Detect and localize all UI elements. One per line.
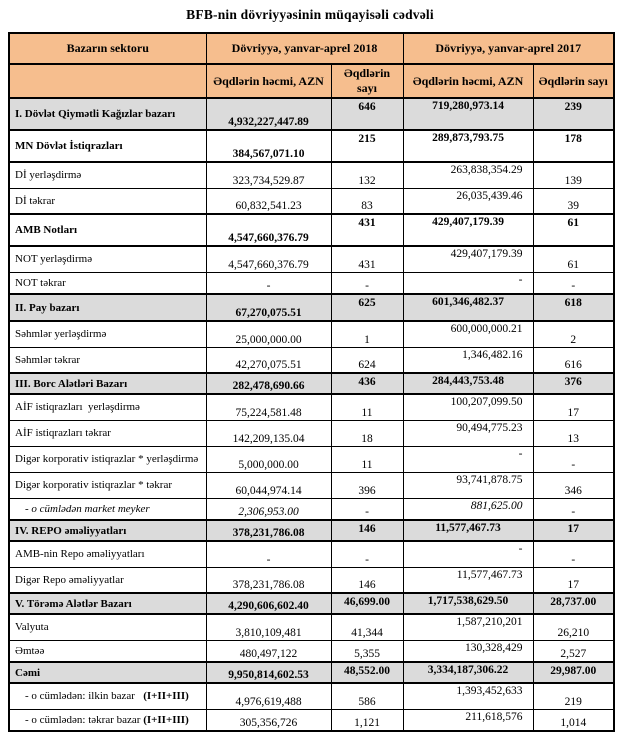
row-label: AMB-nin Repo əməliyyatları — [9, 541, 206, 567]
col-header-count-2017: Əqdlərin sayı — [533, 64, 614, 98]
count-2018-cell: 11 — [331, 394, 403, 420]
volume-2018-cell: 142,209,135.04 — [206, 420, 331, 446]
volume-2017-cell: 100,207,099.50 — [403, 394, 533, 420]
volume-2017-cell: 289,873,793.75 — [403, 130, 533, 162]
count-2018-cell: 132 — [331, 162, 403, 188]
row-label: - o cümlədən: təkrar bazar (I+II+III) — [9, 709, 206, 731]
count-2017-cell: 376 — [533, 373, 614, 394]
col-header-empty — [9, 64, 206, 98]
count-2018-cell: 646 — [331, 98, 403, 130]
count-2018-cell: 146 — [331, 520, 403, 541]
volume-2018-cell: 60,044,974.14 — [206, 472, 331, 498]
volume-2018-cell: 323,734,529.87 — [206, 162, 331, 188]
count-2017-cell: - — [533, 446, 614, 472]
report-page — [0, 7, 620, 732]
table-row — [9, 567, 614, 593]
volume-2018-cell: 4,932,227,447.89 — [206, 98, 331, 130]
count-2017-cell: 346 — [533, 472, 614, 498]
table-row — [9, 214, 614, 246]
volume-2018-cell: 60,832,541.23 — [206, 188, 331, 214]
volume-2018-cell: 3,810,109,481 — [206, 614, 331, 640]
row-label: III. Borc Alətləri Bazarı — [9, 373, 206, 394]
row-label: - o cümlədən: ilkin bazar (I+II+III) — [9, 683, 206, 709]
volume-2018-cell: 5,000,000.00 — [206, 446, 331, 472]
col-header-volume-2018: Əqdlərin həcmi, AZN — [206, 64, 331, 98]
volume-2017-cell: 130,328,429 — [403, 640, 533, 662]
volume-2017-cell: 719,280,973.14 — [403, 98, 533, 130]
volume-2018-cell: 25,000,000.00 — [206, 321, 331, 347]
volume-2018-cell: 75,224,581.48 — [206, 394, 331, 420]
volume-2017-cell: 11,577,467.73 — [403, 520, 533, 541]
row-label: Digər korporativ istiqrazlar * təkrar — [9, 472, 206, 498]
volume-2018-cell: - — [206, 541, 331, 567]
row-label: Dİ təkrar — [9, 188, 206, 214]
volume-2017-cell: 1,717,538,629.50 — [403, 593, 533, 614]
volume-2017-cell: 429,407,179.39 — [403, 246, 533, 272]
count-2017-cell: - — [533, 272, 614, 294]
turnover-comparison-table — [8, 32, 615, 732]
row-label: NOT təkrar — [9, 272, 206, 294]
col-header-group-2018: Dövriyyə, yanvar-aprel 2018 — [206, 33, 403, 64]
count-2018-cell: 18 — [331, 420, 403, 446]
col-header-volume-2017: Əqdlərin həcmi, AZN — [403, 64, 533, 98]
row-label: Digər korporativ istiqrazlar * yerləşdirmə — [9, 446, 206, 472]
volume-2017-cell: 26,035,439.46 — [403, 188, 533, 214]
count-2018-cell: 11 — [331, 446, 403, 472]
row-label: AİF istiqrazları yerləşdirmə — [9, 394, 206, 420]
table-row — [9, 683, 614, 709]
count-2017-cell: 17 — [533, 567, 614, 593]
count-2017-cell: 239 — [533, 98, 614, 130]
volume-2017-cell: 284,443,753.48 — [403, 373, 533, 394]
count-2017-cell: 2 — [533, 321, 614, 347]
volume-2017-cell: 93,741,878.75 — [403, 472, 533, 498]
count-2017-cell: 616 — [533, 347, 614, 373]
table-row — [9, 98, 614, 130]
count-2017-cell: 178 — [533, 130, 614, 162]
table-row — [9, 593, 614, 614]
volume-2017-cell: 263,838,354.29 — [403, 162, 533, 188]
table-row — [9, 498, 614, 520]
volume-2017-cell: 211,618,576 — [403, 709, 533, 731]
row-label: Valyuta — [9, 614, 206, 640]
volume-2017-cell: - — [403, 272, 533, 294]
count-2017-cell: 17 — [533, 520, 614, 541]
row-label: Səhmlər təkrar — [9, 347, 206, 373]
table-row — [9, 347, 614, 373]
header-row-groups — [9, 33, 614, 64]
count-2017-cell: 26,210 — [533, 614, 614, 640]
volume-2018-cell: - — [206, 272, 331, 294]
volume-2018-cell: 42,270,075.51 — [206, 347, 331, 373]
volume-2017-cell: 11,577,467.73 — [403, 567, 533, 593]
table-row — [9, 662, 614, 683]
volume-2018-cell: 4,547,660,376.79 — [206, 246, 331, 272]
volume-2018-cell: 9,950,814,602.53 — [206, 662, 331, 683]
volume-2017-cell: 601,346,482.37 — [403, 294, 533, 321]
count-2018-cell: 624 — [331, 347, 403, 373]
volume-2018-cell: 378,231,786.08 — [206, 520, 331, 541]
row-label: I. Dövlət Qiymətli Kağızlar bazarı — [9, 98, 206, 130]
count-2017-cell: 61 — [533, 214, 614, 246]
row-label: Cəmi — [9, 662, 206, 683]
count-2018-cell: - — [331, 541, 403, 567]
count-2018-cell: - — [331, 272, 403, 294]
count-2017-cell: 139 — [533, 162, 614, 188]
volume-2017-cell: 3,334,187,306.22 — [403, 662, 533, 683]
volume-2017-cell: 429,407,179.39 — [403, 214, 533, 246]
table-row — [9, 188, 614, 214]
count-2017-cell: 39 — [533, 188, 614, 214]
count-2018-cell: 625 — [331, 294, 403, 321]
volume-2017-cell: 600,000,000.21 — [403, 321, 533, 347]
table-row — [9, 321, 614, 347]
volume-2017-cell: - — [403, 446, 533, 472]
row-label: Əmtəə — [9, 640, 206, 662]
volume-2018-cell: 2,306,953.00 — [206, 498, 331, 520]
row-label: AMB Notları — [9, 214, 206, 246]
table-row — [9, 541, 614, 567]
row-label-suffix: (I+II+III) — [134, 690, 189, 703]
volume-2018-cell: 67,270,075.51 — [206, 294, 331, 321]
row-label: Səhmlər yerləşdirmə — [9, 321, 206, 347]
page-title: BFB-nin dövriyyəsinin müqayisəli cədvəli — [186, 7, 434, 22]
table-row — [9, 520, 614, 541]
count-2017-cell: - — [533, 498, 614, 520]
volume-2017-cell: 1,587,210,201 — [403, 614, 533, 640]
volume-2018-cell: 384,567,071.10 — [206, 130, 331, 162]
table-row — [9, 162, 614, 188]
count-2018-cell: 396 — [331, 472, 403, 498]
count-2018-cell: 83 — [331, 188, 403, 214]
row-label: - o cümlədən market meyker — [9, 498, 206, 520]
table-row — [9, 373, 614, 394]
row-label: IV. REPO əməliyyatları — [9, 520, 206, 541]
volume-2018-cell: 4,290,606,602.40 — [206, 593, 331, 614]
volume-2017-cell: 1,346,482.16 — [403, 347, 533, 373]
volume-2018-cell: 4,976,619,488 — [206, 683, 331, 709]
row-label-suffix: (I+II+III) — [140, 713, 189, 726]
count-2017-cell: 219 — [533, 683, 614, 709]
volume-2017-cell: 881,625.00 — [403, 498, 533, 520]
table-row — [9, 472, 614, 498]
table-row — [9, 446, 614, 472]
row-label: Dİ yerləşdirmə — [9, 162, 206, 188]
count-2018-cell: 5,355 — [331, 640, 403, 662]
table-row — [9, 130, 614, 162]
count-2017-cell: 1,014 — [533, 709, 614, 731]
volume-2017-cell: 90,494,775.23 — [403, 420, 533, 446]
volume-2018-cell: 4,547,660,376.79 — [206, 214, 331, 246]
count-2018-cell: 1,121 — [331, 709, 403, 731]
volume-2017-cell: 1,393,452,633 — [403, 683, 533, 709]
count-2017-cell: 28,737.00 — [533, 593, 614, 614]
count-2017-cell: 29,987.00 — [533, 662, 614, 683]
col-header-group-2017: Dövriyyə, yanvar-aprel 2017 — [403, 33, 614, 64]
count-2018-cell: 431 — [331, 246, 403, 272]
count-2018-cell: - — [331, 498, 403, 520]
count-2018-cell: 436 — [331, 373, 403, 394]
table-row — [9, 640, 614, 662]
header-row-measures — [9, 64, 614, 98]
row-label: MN Dövlət İstiqrazları — [9, 130, 206, 162]
table-body — [9, 98, 614, 731]
count-2017-cell: 61 — [533, 246, 614, 272]
table-row — [9, 272, 614, 294]
count-2017-cell: 13 — [533, 420, 614, 446]
row-label: AİF istiqrazları təkrar — [9, 420, 206, 446]
row-label: II. Pay bazarı — [9, 294, 206, 321]
count-2017-cell: 2,527 — [533, 640, 614, 662]
table-row — [9, 614, 614, 640]
count-2018-cell: 431 — [331, 214, 403, 246]
table-row — [9, 420, 614, 446]
count-2017-cell: 17 — [533, 394, 614, 420]
table-row — [9, 246, 614, 272]
count-2017-cell: - — [533, 541, 614, 567]
count-2017-cell: 618 — [533, 294, 614, 321]
volume-2018-cell: 378,231,786.08 — [206, 567, 331, 593]
volume-2017-cell: - — [403, 541, 533, 567]
count-2018-cell: 146 — [331, 567, 403, 593]
row-label: Digər Repo əməliyyatlar — [9, 567, 206, 593]
table-row — [9, 394, 614, 420]
count-2018-cell: 48,552.00 — [331, 662, 403, 683]
table-row — [9, 709, 614, 731]
volume-2018-cell: 305,356,726 — [206, 709, 331, 731]
col-header-count-2018: Əqdlərin sayı — [331, 64, 403, 98]
table-row — [9, 294, 614, 321]
count-2018-cell: 46,699.00 — [331, 593, 403, 614]
col-header-sector: Bazarın sektoru — [9, 33, 206, 64]
count-2018-cell: 215 — [331, 130, 403, 162]
volume-2018-cell: 480,497,122 — [206, 640, 331, 662]
row-label: NOT yerləşdirmə — [9, 246, 206, 272]
count-2018-cell: 1 — [331, 321, 403, 347]
count-2018-cell: 586 — [331, 683, 403, 709]
row-label: V. Törəmə Alətlər Bazarı — [9, 593, 206, 614]
count-2018-cell: 41,344 — [331, 614, 403, 640]
table-header — [9, 33, 614, 98]
volume-2018-cell: 282,478,690.66 — [206, 373, 331, 394]
